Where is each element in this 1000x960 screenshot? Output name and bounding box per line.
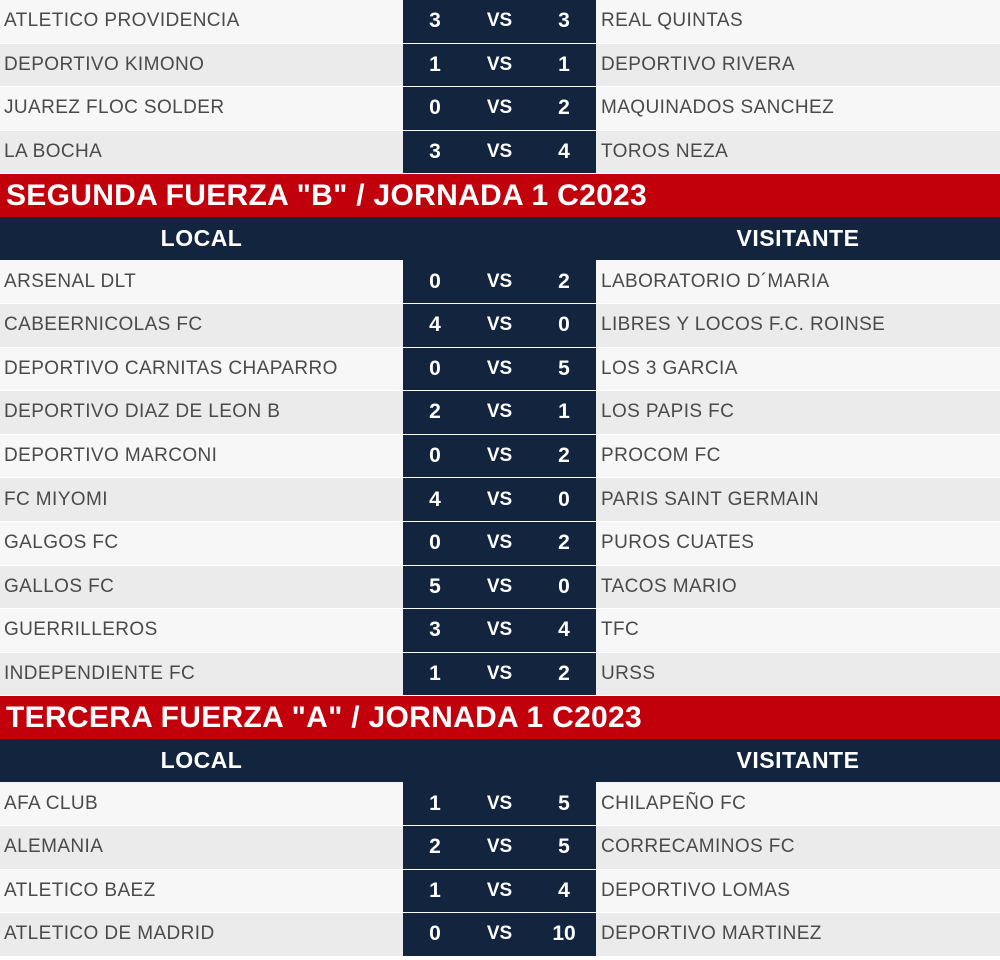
column-header-row xyxy=(0,217,1000,260)
score-cell xyxy=(403,609,596,652)
away-team: REAL QUINTAS xyxy=(596,0,1000,43)
column-header-row xyxy=(0,739,1000,782)
score-cell xyxy=(403,131,596,174)
match-row xyxy=(0,870,1000,914)
vs-label: VS xyxy=(486,792,513,814)
away-score: 1 xyxy=(558,400,570,424)
match-row xyxy=(0,609,1000,653)
match-row xyxy=(0,653,1000,697)
match-row xyxy=(0,782,1000,826)
section-title: SEGUNDA FUERZA "B" / JORNADA 1 C2023 xyxy=(0,174,1000,217)
home-team: ATLETICO DE MADRID xyxy=(0,913,403,956)
away-score: 4 xyxy=(558,618,570,642)
home-score: 1 xyxy=(429,662,441,686)
match-row xyxy=(0,826,1000,870)
home-score: 0 xyxy=(429,922,441,946)
home-team: GUERRILLEROS xyxy=(0,609,403,652)
away-team: URSS xyxy=(596,653,1000,696)
away-team: TACOS MARIO xyxy=(596,566,1000,609)
home-team: CABEERNICOLAS FC xyxy=(0,304,403,347)
score-cell xyxy=(403,653,596,696)
home-team: FC MIYOMI xyxy=(0,478,403,521)
match-row xyxy=(0,131,1000,175)
home-team: GALLOS FC xyxy=(0,566,403,609)
away-team: DEPORTIVO RIVERA xyxy=(596,44,1000,87)
score-cell xyxy=(403,913,596,956)
match-row xyxy=(0,260,1000,304)
home-score: 0 xyxy=(429,96,441,120)
score-cell xyxy=(403,391,596,434)
home-score: 2 xyxy=(429,835,441,859)
score-cell xyxy=(403,782,596,825)
home-team: JUAREZ FLOC SOLDER xyxy=(0,87,403,130)
match-row xyxy=(0,435,1000,479)
away-team: PROCOM FC xyxy=(596,435,1000,478)
score-cell xyxy=(403,0,596,43)
home-team: ARSENAL DLT xyxy=(0,260,403,303)
away-score: 0 xyxy=(558,313,570,337)
vs-label: VS xyxy=(486,401,513,423)
match-row xyxy=(0,391,1000,435)
home-team: INDEPENDIENTE FC xyxy=(0,653,403,696)
home-score: 1 xyxy=(429,52,441,76)
home-team: ATLETICO BAEZ xyxy=(0,870,403,913)
visitor-header: VISITANTE xyxy=(736,747,860,774)
away-score: 0 xyxy=(558,487,570,511)
vs-label: VS xyxy=(486,836,513,858)
home-score: 0 xyxy=(429,444,441,468)
home-score: 4 xyxy=(429,487,441,511)
away-score: 5 xyxy=(558,356,570,380)
home-team: DEPORTIVO CARNITAS CHAPARRO xyxy=(0,348,403,391)
vs-label: VS xyxy=(486,619,513,641)
away-score: 10 xyxy=(552,922,576,946)
local-header: LOCAL xyxy=(160,225,243,252)
section-title: TERCERA FUERZA "A" / JORNADA 1 C2023 xyxy=(0,696,1000,739)
away-score: 5 xyxy=(558,835,570,859)
away-score: 2 xyxy=(558,444,570,468)
away-score: 2 xyxy=(558,531,570,555)
vs-label: VS xyxy=(486,663,513,685)
away-score: 4 xyxy=(558,140,570,164)
away-team: LOS 3 GARCIA xyxy=(596,348,1000,391)
away-score: 3 xyxy=(558,9,570,33)
vs-label: VS xyxy=(486,53,513,75)
home-score: 3 xyxy=(429,618,441,642)
away-team: TFC xyxy=(596,609,1000,652)
vs-label: VS xyxy=(486,141,513,163)
home-team: LA BOCHA xyxy=(0,131,403,174)
home-score: 0 xyxy=(429,269,441,293)
home-score: 0 xyxy=(429,356,441,380)
score-cell xyxy=(403,826,596,869)
vs-label: VS xyxy=(486,270,513,292)
away-team: TOROS NEZA xyxy=(596,131,1000,174)
home-team: GALGOS FC xyxy=(0,522,403,565)
score-cell xyxy=(403,44,596,87)
away-team: DEPORTIVO LOMAS xyxy=(596,870,1000,913)
away-team: PARIS SAINT GERMAIN xyxy=(596,478,1000,521)
away-team: CHILAPEÑO FC xyxy=(596,782,1000,825)
home-score: 1 xyxy=(429,878,441,902)
home-score: 2 xyxy=(429,400,441,424)
away-team: CORRECAMINOS FC xyxy=(596,826,1000,869)
vs-label: VS xyxy=(486,314,513,336)
match-row xyxy=(0,348,1000,392)
vs-label: VS xyxy=(486,97,513,119)
home-score: 3 xyxy=(429,9,441,33)
home-team: AFA CLUB xyxy=(0,782,403,825)
match-row xyxy=(0,87,1000,131)
score-cell xyxy=(403,870,596,913)
vs-label: VS xyxy=(486,575,513,597)
away-score: 2 xyxy=(558,269,570,293)
score-cell xyxy=(403,522,596,565)
score-cell xyxy=(403,435,596,478)
vs-label: VS xyxy=(486,532,513,554)
visitor-header: VISITANTE xyxy=(736,225,860,252)
score-cell xyxy=(403,478,596,521)
away-score: 4 xyxy=(558,878,570,902)
home-score: 0 xyxy=(429,531,441,555)
home-score: 3 xyxy=(429,140,441,164)
away-score: 2 xyxy=(558,96,570,120)
vs-label: VS xyxy=(486,445,513,467)
away-team: LIBRES Y LOCOS F.C. ROINSE xyxy=(596,304,1000,347)
match-row xyxy=(0,478,1000,522)
match-row xyxy=(0,566,1000,610)
away-score: 5 xyxy=(558,791,570,815)
match-row xyxy=(0,0,1000,44)
match-row xyxy=(0,304,1000,348)
match-row xyxy=(0,913,1000,957)
home-team: DEPORTIVO MARCONI xyxy=(0,435,403,478)
vs-label: VS xyxy=(486,488,513,510)
match-row xyxy=(0,522,1000,566)
home-team: DEPORTIVO KIMONO xyxy=(0,44,403,87)
home-score: 4 xyxy=(429,313,441,337)
away-team: LOS PAPIS FC xyxy=(596,391,1000,434)
vs-label: VS xyxy=(486,923,513,945)
home-team: ALEMANIA xyxy=(0,826,403,869)
score-cell xyxy=(403,304,596,347)
score-cell xyxy=(403,566,596,609)
vs-label: VS xyxy=(486,357,513,379)
away-score: 1 xyxy=(558,52,570,76)
away-team: PUROS CUATES xyxy=(596,522,1000,565)
home-team: ATLETICO PROVIDENCIA xyxy=(0,0,403,43)
vs-label: VS xyxy=(486,879,513,901)
vs-label: VS xyxy=(486,10,513,32)
home-score: 5 xyxy=(429,574,441,598)
home-team: DEPORTIVO DIAZ DE LEON B xyxy=(0,391,403,434)
score-cell xyxy=(403,87,596,130)
home-score: 1 xyxy=(429,791,441,815)
local-header: LOCAL xyxy=(160,747,243,774)
away-score: 0 xyxy=(558,574,570,598)
score-cell xyxy=(403,348,596,391)
away-team: MAQUINADOS SANCHEZ xyxy=(596,87,1000,130)
score-cell xyxy=(403,260,596,303)
match-row xyxy=(0,44,1000,88)
away-score: 2 xyxy=(558,662,570,686)
away-team: DEPORTIVO MARTINEZ xyxy=(596,913,1000,956)
away-team: LABORATORIO D´MARIA xyxy=(596,260,1000,303)
